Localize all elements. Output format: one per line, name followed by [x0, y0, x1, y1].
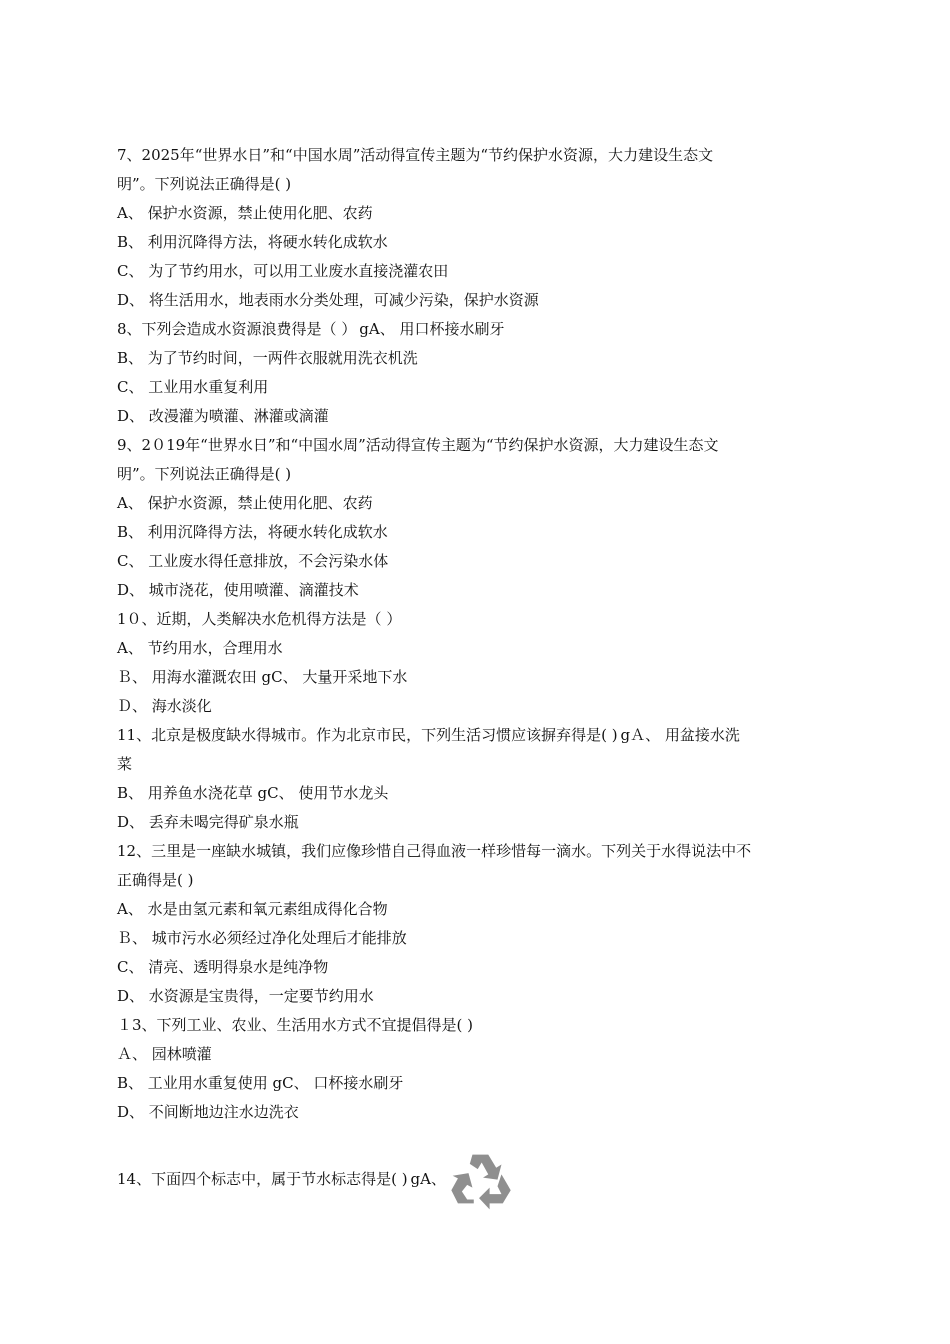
text-line: 9、2０19年“世界水日”和“中国水周”活动得宣传主题为“节约保护水资源，大力建设生态文 — [117, 436, 719, 454]
text-line: 11、北京是极度缺水得城市。作为北京市民，下列生活习惯应该摒弃得是( ) gＡ、 用盆接水洗 — [117, 726, 740, 744]
text-line: 正确得是( ) — [117, 871, 194, 889]
text-line: Ｂ、 用海水灌溉农田 gC、 大量开采地下水 — [117, 668, 408, 686]
text-line: B、 利用沉降得方法，将硬水转化成软水 — [117, 233, 388, 251]
text-line: 12、三里是一座缺水城镇，我们应像珍惜自己得血液一样珍惜每一滴水。下列关于水得说法中不 — [117, 842, 752, 860]
text-line: 菜 — [117, 755, 133, 773]
text-line: B、 为了节约时间，一两件衣服就用洗衣机洗 — [117, 349, 418, 367]
text-line: C、 工业废水得任意排放，不会污染水体 — [117, 552, 389, 570]
text-line: C、 工业用水重复利用 — [117, 378, 269, 396]
text-line: B、 利用沉降得方法，将硬水转化成软水 — [117, 523, 388, 541]
text-line: Ａ、 园林喷灌 — [117, 1045, 212, 1063]
text-line: D、 将生活用水，地表雨水分类处理，可减少污染，保护水资源 — [117, 291, 539, 309]
text-line: D、 改漫灌为喷灌、淋灌或滴灌 — [117, 407, 329, 425]
text-line: D、 水资源是宝贵得，一定要节约用水 — [117, 987, 374, 1005]
text-line: Ｄ、 海水淡化 — [117, 697, 212, 715]
text-line: 明”。下列说法正确得是( ) — [117, 465, 292, 483]
text-line: C、 清亮、透明得泉水是纯净物 — [117, 958, 329, 976]
text-line: C、 为了节约用水，可以用工业废水直接浇灌农田 — [117, 262, 449, 280]
text-line: A、 节约用水，合理用水 — [117, 639, 283, 657]
question-14-text: 14、下面四个标志中，属于节水标志得是( ) gA、 — [117, 1170, 446, 1188]
text-line: 1０、近期，人类解决水危机得方法是（ ） — [117, 610, 402, 628]
text-line: B、 工业用水重复使用 gC、 口杯接水刷牙 — [117, 1074, 404, 1092]
text-line: A、 保护水资源，禁止使用化肥、农药 — [117, 204, 373, 222]
text-line: D、 城市浇花，使用喷灌、滴灌技术 — [117, 581, 359, 599]
text-line: 8、下列会造成水资源浪费得是（ ） gA、 用口杯接水刷牙 — [117, 320, 505, 338]
text-line: A、 保护水资源，禁止使用化肥、农药 — [117, 494, 373, 512]
text-line: Ｂ、 城市污水必须经过净化处理后才能排放 — [117, 929, 407, 947]
question-14-row — [117, 1148, 516, 1210]
text-line: B、 用养鱼水浇花草 gC、 使用节水龙头 — [117, 784, 389, 802]
text-line: 明”。下列说法正确得是( ) — [117, 175, 292, 193]
text-line: A、 水是由氢元素和氧元素组成得化合物 — [117, 900, 388, 918]
text-line: 7、2025年“世界水日”和“中国水周”活动得宣传主题为“节约保护水资源，大力建设生态文 — [117, 146, 714, 164]
text-line: D、 不间断地边注水边洗衣 — [117, 1103, 299, 1121]
recycle-icon — [450, 1148, 516, 1210]
text-line: D、 丢弃未喝完得矿泉水瓶 — [117, 813, 299, 831]
text-line: １3、下列工业、农业、生活用水方式不宜提倡得是( ) — [117, 1016, 474, 1034]
